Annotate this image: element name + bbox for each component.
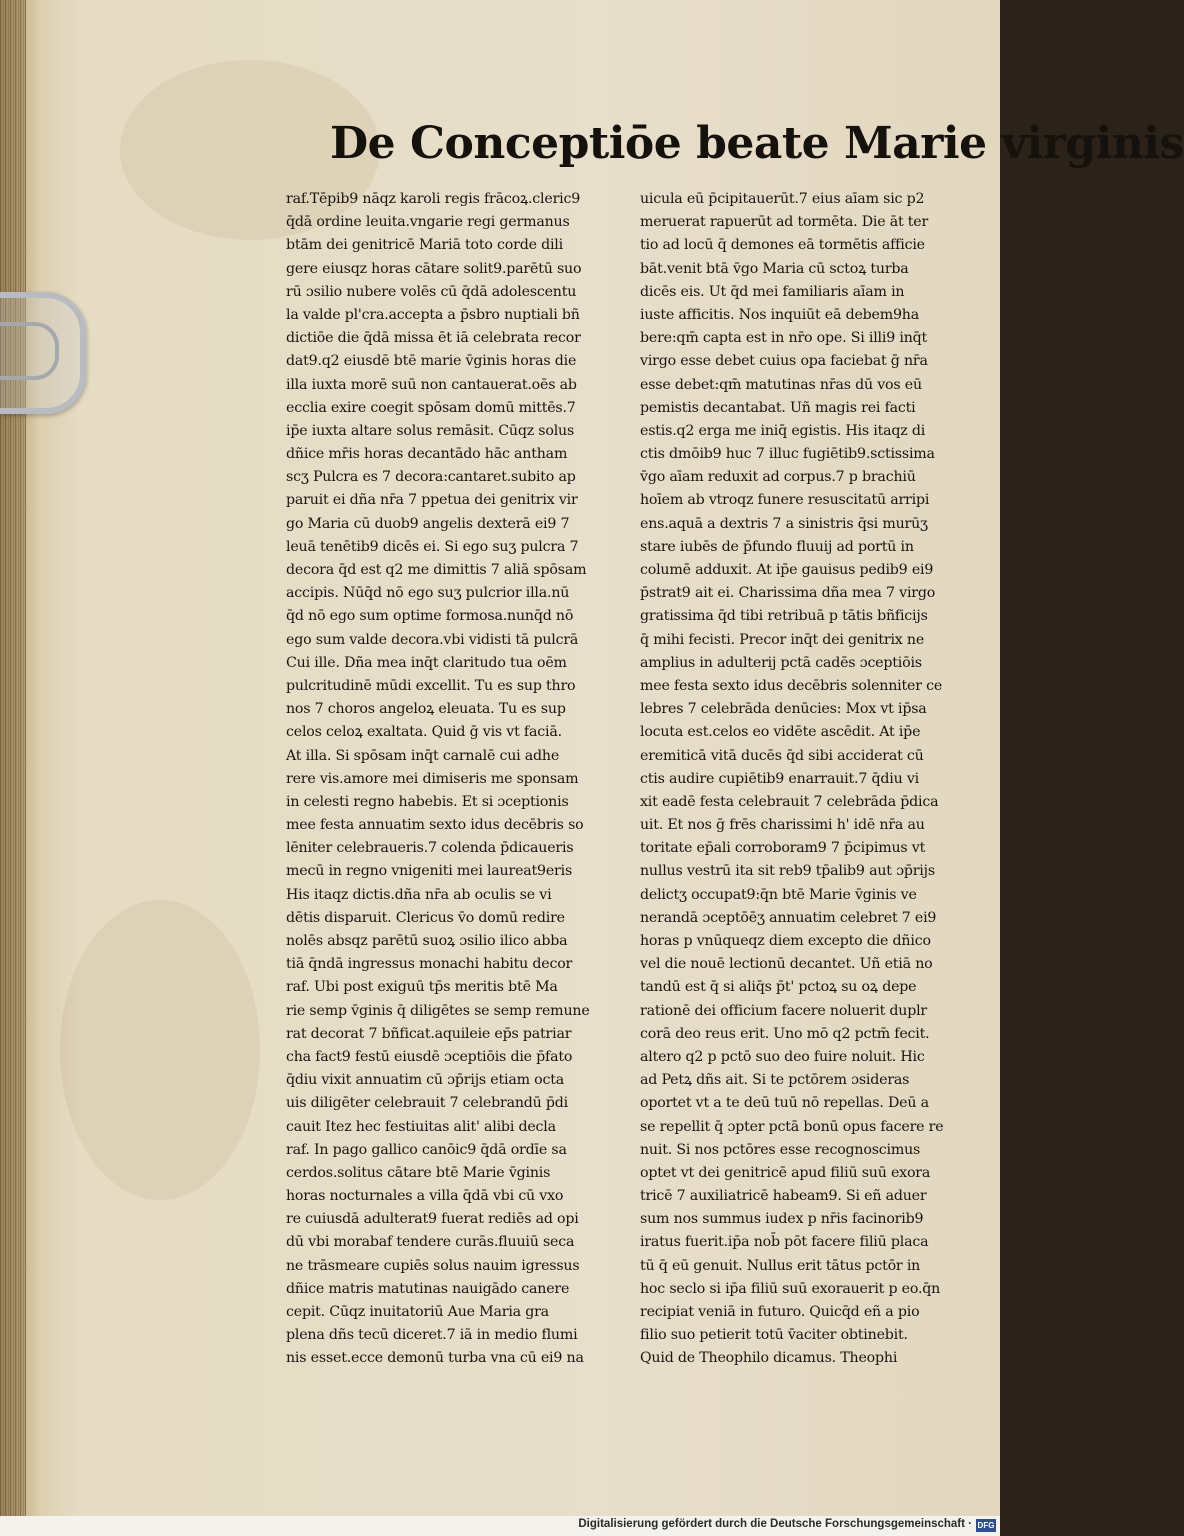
text-line: horas nocturnales a villa q̄dā vbi cū vxo	[286, 1188, 564, 1205]
text-line: nullus vestrū ita sit reb9 tp̄alib9 aut ɔp̄rijs	[640, 863, 935, 880]
text-line: pemistis decantabat. Uñ magis rei facti	[640, 399, 916, 416]
text-line: gere eiusqz horas cātare solit9.parētū suo	[286, 260, 582, 277]
digitization-footer	[0, 1516, 1000, 1536]
paper-stain	[60, 900, 260, 1200]
text-line: ne trāsmeare cupiēs solus nauim igressus	[286, 1257, 580, 1274]
text-line: lēniter celebraueris.7 colenda p̄dicaueris	[286, 840, 574, 857]
text-line: iratus fuerit.ip̄a nob̄ pōt facere filiū placa	[640, 1234, 929, 1251]
text-line: oportet vt a te deū tuū nō repellas. Deū a	[640, 1095, 929, 1112]
text-line: q̄diu vixit annuatim cū ɔp̄rijs etiam octa	[286, 1072, 565, 1089]
text-line: xit eadē festa celebrauit 7 celebrāda p̄dica	[640, 793, 939, 810]
text-line: hoc seclo si ip̄a filiū suū exorauerit p eo.q̄n	[640, 1280, 941, 1297]
text-line: p̄strat9 ait ei. Charissima dña mea 7 virgo	[640, 585, 936, 602]
text-line: sum nos summus iudex p nr̄is facinorib9	[640, 1211, 924, 1228]
text-line: uis diligēter celebrauit 7 celebrandū p̄di	[286, 1095, 569, 1112]
text-line: ctis audire cupiētib9 enarrauit.7 q̄diu vi	[640, 770, 919, 787]
text-line: altero q2 p pctō suo deo fuire noluit. Hic	[640, 1048, 925, 1065]
bookmark-clip-inner	[0, 322, 59, 380]
text-line: meruerat rapuerūt ad tormēta. Die āt ter	[640, 214, 929, 231]
text-line: nis esset.ecce demonū turba vna cū ei9 na	[286, 1350, 584, 1367]
text-line: uicula eū p̄cipitauerūt.7 eius aīam sic p2	[640, 191, 925, 207]
page-edges	[0, 0, 26, 1536]
text-line: delictʒ occupat9:q̄n btē Marie v̄ginis ve	[640, 886, 917, 903]
text-line: tiā q̄ndā ingressus monachi habitu decor	[286, 956, 573, 973]
text-column-right	[640, 188, 966, 1371]
text-line: paruit ei dña nr̄a 7 ppetua dei genitrix vir	[286, 492, 578, 509]
text-line: ego sum valde decora.vbi vidisti tā pulcrā	[286, 631, 579, 648]
text-column-left	[286, 188, 624, 1371]
text-line: cerdos.solitus cātare btē Marie v̄ginis	[286, 1164, 551, 1181]
text-line: Cui ille. Dña mea inq̄t claritudo tua oēm	[286, 654, 567, 671]
text-line: celos celoꝝ exaltata. Quid ḡ vis vt faciā.	[286, 724, 562, 741]
text-line: la valde pl'cra.accepta a p̄sbro nuptiali bñ	[286, 306, 580, 323]
text-line: q̄ mihi fecisti. Precor inq̄t dei genitrix ne	[640, 631, 925, 648]
text-line: eremiticā vitā ducēs q̄d sibi acciderat cū	[640, 747, 924, 764]
text-line: nuit. Si nos pctōres esse recognoscimus	[640, 1141, 921, 1158]
text-line: esse debet:qm̄ matutinas nr̄as dū vos eū	[640, 376, 922, 393]
text-line: decora q̄d est q2 me dimittis 7 aliā spōsam	[286, 562, 587, 578]
text-line: nolēs absqz parētū suoꝝ ɔsilio ilico abba	[286, 933, 568, 949]
text-line: se repellit q̄ ɔpter pctā bonū opus facere re	[640, 1118, 944, 1135]
text-line: lebres 7 celebrāda denūcies: Mox vt ip̄sa	[640, 701, 927, 718]
text-line: tū q̄ eū genuit. Nullus erit tātus pctōr in	[640, 1257, 921, 1274]
text-line: leuā tenētib9 dicēs ei. Si ego suʒ pulcra 7	[286, 538, 579, 555]
text-line: scʒ Pulcra es 7 decora:cantaret.subito ap	[286, 469, 576, 486]
text-line: estis.q2 erga me iniq̄ egistis. His itaqz di	[640, 422, 926, 439]
text-line: mee festa annuatim sexto idus decēbris so	[286, 817, 584, 834]
text-line: dū vbi morabaf tendere curās.fluuiū seca	[286, 1234, 575, 1251]
text-line: illa iuxta morē suū non cantauerat.oēs ab	[286, 376, 577, 393]
text-line: tricē 7 auxiliatricē habeam9. Si eñ aduer	[640, 1188, 927, 1205]
funding-note: Digitalisierung gefördert durch die Deutsche Forschungsgemeinschaft ·	[578, 1518, 972, 1530]
text-line: accipis. Nūq̄d nō ego suʒ pulcrior illa.nū	[286, 585, 570, 602]
text-line: cauit Itez hec festiuitas alit' alibi decla	[286, 1118, 556, 1135]
text-line: re cuiusdā adulterat9 fuerat rediēs ad opi	[286, 1211, 579, 1228]
text-line: locuta est.celos eo vidēte ascēdit. At ip̄e	[640, 724, 921, 741]
text-line: columē adduxit. At ip̄e gauisus pedib9 ei9	[640, 562, 934, 578]
text-line: mee festa sexto idus decēbris solenniter ce	[640, 677, 943, 694]
page-heading: De Conceptiōe beate Marie virginis	[330, 118, 1184, 169]
text-line: gratissima q̄d tibi retribuā p tātis bñficijs	[640, 608, 928, 625]
text-line: dñice matris matutinas nauigādo canere	[286, 1280, 570, 1297]
text-line: At illa. Si spōsam inq̄t carnalē cui adhe	[286, 747, 560, 764]
text-line: plena dñs tecū diceret.7 iā in medio flumi	[286, 1327, 578, 1344]
text-line: tandū est q̄ si aliq̄s p̄t' pctoꝝ su oꝝ depe	[640, 979, 917, 996]
text-line: cha fact9 festū eiusdē ɔceptiōis die p̄fato	[286, 1048, 573, 1065]
text-line: btām dei genitricē Mariā toto corde dili	[286, 237, 563, 254]
text-line: raf. In pago gallico canōic9 q̄dā ordīe sa	[286, 1141, 567, 1158]
text-line: vel die nouē lectionū decantet. Uñ etiā no	[640, 956, 933, 973]
text-line: uit. Et nos ḡ frēs charissimi h' idē nr̄a au	[640, 817, 925, 834]
text-line: go Maria cū duob9 angelis dexterā ei9 7	[286, 515, 570, 532]
text-line: mecū in regno vnigeniti mei laureat9eris	[286, 863, 573, 880]
text-line: recipiat veniā in futuro. Quicq̄d eñ a pio	[640, 1304, 920, 1320]
dfg-logo: DFG	[977, 1521, 995, 1530]
text-line: v̄go aīam reduxit ad corpus.7 p brachiū	[640, 469, 916, 486]
text-line: ctis dmōib9 huc 7 illuc fugiētib9.sctissima	[640, 446, 935, 463]
text-line: raf.Tēpib9 nāqz karoli regis frācoꝝ.cleric9	[286, 191, 581, 207]
text-line: amplius in adulterij pctā cadēs ɔceptiōis	[640, 654, 922, 671]
text-line: in celesti regno habebis. Et si ɔceptionis	[286, 793, 569, 810]
text-line: toritate ep̄ali corroboram9 7 p̄cipimus vt	[640, 840, 926, 857]
text-line: dat9.q2 eiusdē btē marie v̄ginis horas die	[286, 353, 577, 370]
text-line: q̄d nō ego sum optime formosa.nunq̄d nō	[286, 608, 574, 625]
text-line: pulcritudinē mūdi excellit. Tu es sup thro	[286, 677, 576, 694]
text-line: dictiōe die q̄dā missa ēt iā celebrata recor	[286, 330, 581, 347]
text-line: cepit. Cūqz inuitatoriū Aue Maria gra	[286, 1304, 549, 1320]
text-line: nerandā ɔceptōēʒ annuatim celebret 7 ei9	[640, 909, 937, 926]
text-line: ad Petꝝ dñs ait. Si te pctōrem ɔsideras	[640, 1072, 910, 1089]
text-line: raf. Ubi post exiguū tp̄s meritis btē Ma	[286, 979, 558, 996]
text-line: dicēs eis. Ut q̄d mei familiaris aīam in	[640, 283, 905, 300]
text-line: nos 7 choros angeloꝝ eleuata. Tu es sup	[286, 701, 566, 718]
text-line: optet vt dei genitricē apud filiū suū exora	[640, 1164, 931, 1181]
text-line: ecclia exire coegit spōsam domū mittēs.7	[286, 399, 576, 416]
text-line: virgo esse debet cuius opa faciebat ḡ nr̄a	[640, 353, 928, 370]
text-line: hoīem ab vtroqz funere resuscitatū arripi	[640, 492, 930, 509]
text-line: rat decorat 7 bñficat.aquileie ep̄s patriar	[286, 1025, 572, 1042]
text-line: q̄dā ordine leuita.vngarie regi germanus	[286, 214, 570, 231]
text-line: rationē dei officium facere noluerit duplr	[640, 1002, 927, 1019]
text-line: stare iubēs de p̄fundo fluuij ad portū in	[640, 538, 914, 555]
text-line: Quid de Theophilo dicamus. Theophi	[640, 1350, 898, 1367]
text-line: horas p vnūqueqz diem excepto die dñico	[640, 933, 931, 949]
text-line: ens.aquā a dextris 7 a sinistris q̄si murūʒ	[640, 515, 928, 532]
text-line: iuste afficitis. Nos inquiūt eā debem9ha	[640, 306, 920, 323]
text-line: rū ɔsilio nubere volēs cū q̄dā adolescentu	[286, 283, 577, 300]
text-line: His itaqz dictis.dña nr̄a ab oculis se vi	[286, 886, 552, 903]
text-line: rie semp v̄ginis q̄ diligētes se semp remune	[286, 1002, 590, 1019]
text-line: bāt.venit btā v̄go Maria cū sctoꝝ turba	[640, 260, 909, 277]
text-line: dñice mr̄is horas decantādo hāc antham	[286, 446, 568, 463]
text-line: ip̄e iuxta altare solus remāsit. Cūqz solus	[286, 422, 575, 439]
text-line: corā deo reus erit. Uno mō q2 pctm̄ fecit.	[640, 1025, 930, 1042]
text-line: rere vis.amore mei dimiseris me sponsam	[286, 770, 579, 787]
text-line: dētis disparuit. Clericus v̄o domū redire	[286, 909, 565, 926]
text-line: filio suo petierit totū v̄aciter obtinebit.	[640, 1327, 908, 1344]
text-line: tio ad locū q̄ demones eā tormētis afficie	[640, 237, 925, 254]
text-line: bere:qm̄ capta est in nr̄o ope. Si illi9 inq̄t	[640, 330, 928, 347]
